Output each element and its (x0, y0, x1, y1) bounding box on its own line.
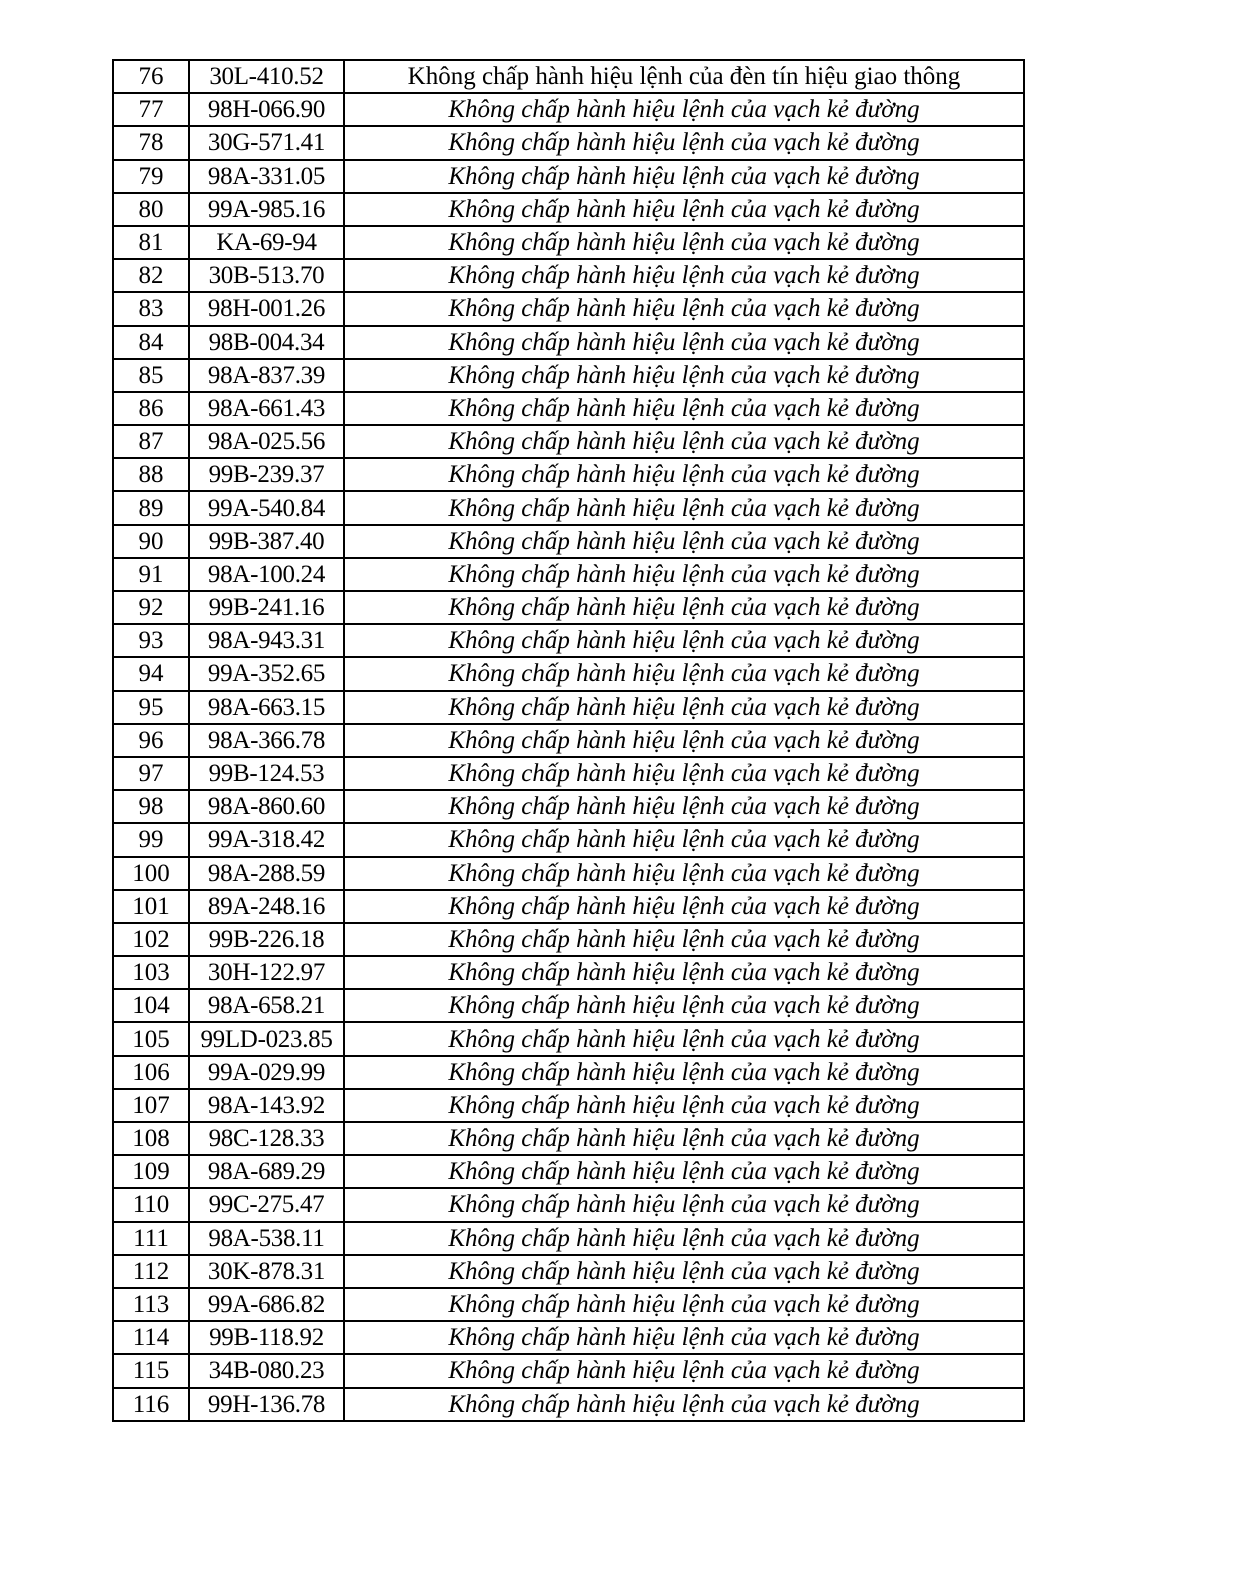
violation-cell: Không chấp hành hiệu lệnh của vạch kẻ đường (344, 425, 1024, 458)
license-plate-cell: 98A-143.92 (189, 1089, 344, 1122)
violation-cell: Không chấp hành hiệu lệnh của vạch kẻ đường (344, 724, 1024, 757)
row-number-cell: 103 (113, 956, 189, 989)
row-number-cell: 115 (113, 1354, 189, 1387)
license-plate-cell: 98A-366.78 (189, 724, 344, 757)
license-plate-cell: 30G-571.41 (189, 126, 344, 159)
table-row (113, 259, 1024, 292)
violation-cell: Không chấp hành hiệu lệnh của vạch kẻ đường (344, 1122, 1024, 1155)
violation-cell: Không chấp hành hiệu lệnh của vạch kẻ đường (344, 558, 1024, 591)
table-row (113, 292, 1024, 325)
license-plate-cell: 98A-331.05 (189, 160, 344, 193)
table-row (113, 1089, 1024, 1122)
row-number-cell: 82 (113, 259, 189, 292)
violation-cell: Không chấp hành hiệu lệnh của vạch kẻ đường (344, 624, 1024, 657)
row-number-cell: 101 (113, 890, 189, 923)
violation-cell: Không chấp hành hiệu lệnh của vạch kẻ đường (344, 923, 1024, 956)
license-plate-cell: 98H-001.26 (189, 292, 344, 325)
row-number-cell: 102 (113, 923, 189, 956)
license-plate-cell: 98A-100.24 (189, 558, 344, 591)
license-plate-cell: KA-69-94 (189, 226, 344, 259)
license-plate-cell: 98A-663.15 (189, 691, 344, 724)
table-row (113, 326, 1024, 359)
table-row (113, 525, 1024, 558)
license-plate-cell: 99A-540.84 (189, 491, 344, 524)
license-plate-cell: 98A-661.43 (189, 392, 344, 425)
violation-cell: Không chấp hành hiệu lệnh của vạch kẻ đường (344, 1056, 1024, 1089)
violation-cell: Không chấp hành hiệu lệnh của vạch kẻ đường (344, 591, 1024, 624)
row-number-cell: 78 (113, 126, 189, 159)
table-row (113, 890, 1024, 923)
table-row (113, 93, 1024, 126)
table-row (113, 1056, 1024, 1089)
table-body (113, 60, 1024, 1421)
row-number-cell: 88 (113, 458, 189, 491)
table-row (113, 1255, 1024, 1288)
row-number-cell: 93 (113, 624, 189, 657)
table-row (113, 1288, 1024, 1321)
violation-cell: Không chấp hành hiệu lệnh của vạch kẻ đường (344, 1188, 1024, 1221)
violation-cell: Không chấp hành hiệu lệnh của vạch kẻ đường (344, 956, 1024, 989)
violation-cell: Không chấp hành hiệu lệnh của vạch kẻ đường (344, 989, 1024, 1022)
license-plate-cell: 99H-136.78 (189, 1388, 344, 1421)
violation-cell: Không chấp hành hiệu lệnh của vạch kẻ đường (344, 691, 1024, 724)
license-plate-cell: 99B-118.92 (189, 1321, 344, 1354)
violation-cell: Không chấp hành hiệu lệnh của vạch kẻ đường (344, 93, 1024, 126)
row-number-cell: 85 (113, 359, 189, 392)
license-plate-cell: 99B-387.40 (189, 525, 344, 558)
violation-cell: Không chấp hành hiệu lệnh của đèn tín hiệu giao thông (344, 60, 1024, 93)
row-number-cell: 80 (113, 193, 189, 226)
violation-cell: Không chấp hành hiệu lệnh của vạch kẻ đường (344, 790, 1024, 823)
row-number-cell: 113 (113, 1288, 189, 1321)
row-number-cell: 112 (113, 1255, 189, 1288)
row-number-cell: 76 (113, 60, 189, 93)
violation-cell: Không chấp hành hiệu lệnh của vạch kẻ đường (344, 1288, 1024, 1321)
license-plate-cell: 99C-275.47 (189, 1188, 344, 1221)
license-plate-cell: 99A-985.16 (189, 193, 344, 226)
license-plate-cell: 99B-226.18 (189, 923, 344, 956)
license-plate-cell: 98C-128.33 (189, 1122, 344, 1155)
row-number-cell: 99 (113, 823, 189, 856)
violation-cell: Không chấp hành hiệu lệnh của vạch kẻ đường (344, 857, 1024, 890)
table-row (113, 657, 1024, 690)
table-row (113, 1321, 1024, 1354)
row-number-cell: 100 (113, 857, 189, 890)
violation-cell: Không chấp hành hiệu lệnh của vạch kẻ đường (344, 126, 1024, 159)
license-plate-cell: 98B-004.34 (189, 326, 344, 359)
table-row (113, 624, 1024, 657)
table-row (113, 126, 1024, 159)
violation-cell: Không chấp hành hiệu lệnh của vạch kẻ đường (344, 1388, 1024, 1421)
violation-cell: Không chấp hành hiệu lệnh của vạch kẻ đường (344, 1222, 1024, 1255)
table-row (113, 160, 1024, 193)
row-number-cell: 94 (113, 657, 189, 690)
license-plate-cell: 98A-025.56 (189, 425, 344, 458)
table-row (113, 359, 1024, 392)
license-plate-cell: 99B-241.16 (189, 591, 344, 624)
row-number-cell: 86 (113, 392, 189, 425)
license-plate-cell: 99LD-023.85 (189, 1022, 344, 1055)
row-number-cell: 107 (113, 1089, 189, 1122)
license-plate-cell: 98A-860.60 (189, 790, 344, 823)
table-row (113, 790, 1024, 823)
table-row (113, 226, 1024, 259)
table-row (113, 591, 1024, 624)
license-plate-cell: 89A-248.16 (189, 890, 344, 923)
violation-cell: Không chấp hành hiệu lệnh của vạch kẻ đường (344, 1022, 1024, 1055)
violation-table (112, 59, 1025, 1422)
row-number-cell: 98 (113, 790, 189, 823)
violation-cell: Không chấp hành hiệu lệnh của vạch kẻ đường (344, 458, 1024, 491)
license-plate-cell: 98A-288.59 (189, 857, 344, 890)
license-plate-cell: 99A-029.99 (189, 1056, 344, 1089)
violation-cell: Không chấp hành hiệu lệnh của vạch kẻ đường (344, 392, 1024, 425)
table-row (113, 1388, 1024, 1421)
license-plate-cell: 98H-066.90 (189, 93, 344, 126)
violation-cell: Không chấp hành hiệu lệnh của vạch kẻ đường (344, 1155, 1024, 1188)
row-number-cell: 87 (113, 425, 189, 458)
table-row (113, 558, 1024, 591)
violation-cell: Không chấp hành hiệu lệnh của vạch kẻ đường (344, 823, 1024, 856)
table-row (113, 458, 1024, 491)
table-row (113, 923, 1024, 956)
license-plate-cell: 98A-689.29 (189, 1155, 344, 1188)
row-number-cell: 108 (113, 1122, 189, 1155)
violation-cell: Không chấp hành hiệu lệnh của vạch kẻ đường (344, 1354, 1024, 1387)
table-row (113, 989, 1024, 1022)
table-row (113, 60, 1024, 93)
violation-cell: Không chấp hành hiệu lệnh của vạch kẻ đường (344, 657, 1024, 690)
row-number-cell: 90 (113, 525, 189, 558)
license-plate-cell: 99A-686.82 (189, 1288, 344, 1321)
row-number-cell: 105 (113, 1022, 189, 1055)
violation-cell: Không chấp hành hiệu lệnh của vạch kẻ đường (344, 160, 1024, 193)
row-number-cell: 116 (113, 1388, 189, 1421)
row-number-cell: 89 (113, 491, 189, 524)
row-number-cell: 84 (113, 326, 189, 359)
license-plate-cell: 98A-837.39 (189, 359, 344, 392)
license-plate-cell: 99A-352.65 (189, 657, 344, 690)
row-number-cell: 109 (113, 1155, 189, 1188)
table-row (113, 1022, 1024, 1055)
violation-cell: Không chấp hành hiệu lệnh của vạch kẻ đường (344, 757, 1024, 790)
license-plate-cell: 30L-410.52 (189, 60, 344, 93)
row-number-cell: 81 (113, 226, 189, 259)
license-plate-cell: 30H-122.97 (189, 956, 344, 989)
table-row (113, 193, 1024, 226)
table-row (113, 691, 1024, 724)
violation-cell: Không chấp hành hiệu lệnh của vạch kẻ đường (344, 491, 1024, 524)
license-plate-cell: 30B-513.70 (189, 259, 344, 292)
row-number-cell: 104 (113, 989, 189, 1022)
license-plate-cell: 98A-943.31 (189, 624, 344, 657)
violation-cell: Không chấp hành hiệu lệnh của vạch kẻ đường (344, 259, 1024, 292)
violation-cell: Không chấp hành hiệu lệnh của vạch kẻ đường (344, 1255, 1024, 1288)
violation-cell: Không chấp hành hiệu lệnh của vạch kẻ đường (344, 525, 1024, 558)
row-number-cell: 114 (113, 1321, 189, 1354)
license-plate-cell: 99A-318.42 (189, 823, 344, 856)
table-row (113, 1354, 1024, 1387)
table-row (113, 857, 1024, 890)
violation-cell: Không chấp hành hiệu lệnh của vạch kẻ đường (344, 326, 1024, 359)
table-row (113, 1188, 1024, 1221)
violation-cell: Không chấp hành hiệu lệnh của vạch kẻ đường (344, 1089, 1024, 1122)
license-plate-cell: 99B-124.53 (189, 757, 344, 790)
license-plate-cell: 30K-878.31 (189, 1255, 344, 1288)
row-number-cell: 91 (113, 558, 189, 591)
row-number-cell: 106 (113, 1056, 189, 1089)
violation-cell: Không chấp hành hiệu lệnh của vạch kẻ đường (344, 359, 1024, 392)
table-row (113, 1222, 1024, 1255)
table-row (113, 823, 1024, 856)
violation-cell: Không chấp hành hiệu lệnh của vạch kẻ đường (344, 193, 1024, 226)
table-row (113, 425, 1024, 458)
row-number-cell: 110 (113, 1188, 189, 1221)
row-number-cell: 77 (113, 93, 189, 126)
violation-cell: Không chấp hành hiệu lệnh của vạch kẻ đường (344, 890, 1024, 923)
table-row (113, 724, 1024, 757)
row-number-cell: 97 (113, 757, 189, 790)
row-number-cell: 79 (113, 160, 189, 193)
table-row (113, 491, 1024, 524)
table-row (113, 392, 1024, 425)
license-plate-cell: 34B-080.23 (189, 1354, 344, 1387)
table-row (113, 956, 1024, 989)
license-plate-cell: 98A-658.21 (189, 989, 344, 1022)
row-number-cell: 95 (113, 691, 189, 724)
license-plate-cell: 98A-538.11 (189, 1222, 344, 1255)
table-row (113, 1155, 1024, 1188)
row-number-cell: 83 (113, 292, 189, 325)
row-number-cell: 96 (113, 724, 189, 757)
violation-cell: Không chấp hành hiệu lệnh của vạch kẻ đường (344, 1321, 1024, 1354)
table-row (113, 1122, 1024, 1155)
table-row (113, 757, 1024, 790)
row-number-cell: 111 (113, 1222, 189, 1255)
license-plate-cell: 99B-239.37 (189, 458, 344, 491)
row-number-cell: 92 (113, 591, 189, 624)
violation-cell: Không chấp hành hiệu lệnh của vạch kẻ đường (344, 226, 1024, 259)
violation-cell: Không chấp hành hiệu lệnh của vạch kẻ đường (344, 292, 1024, 325)
